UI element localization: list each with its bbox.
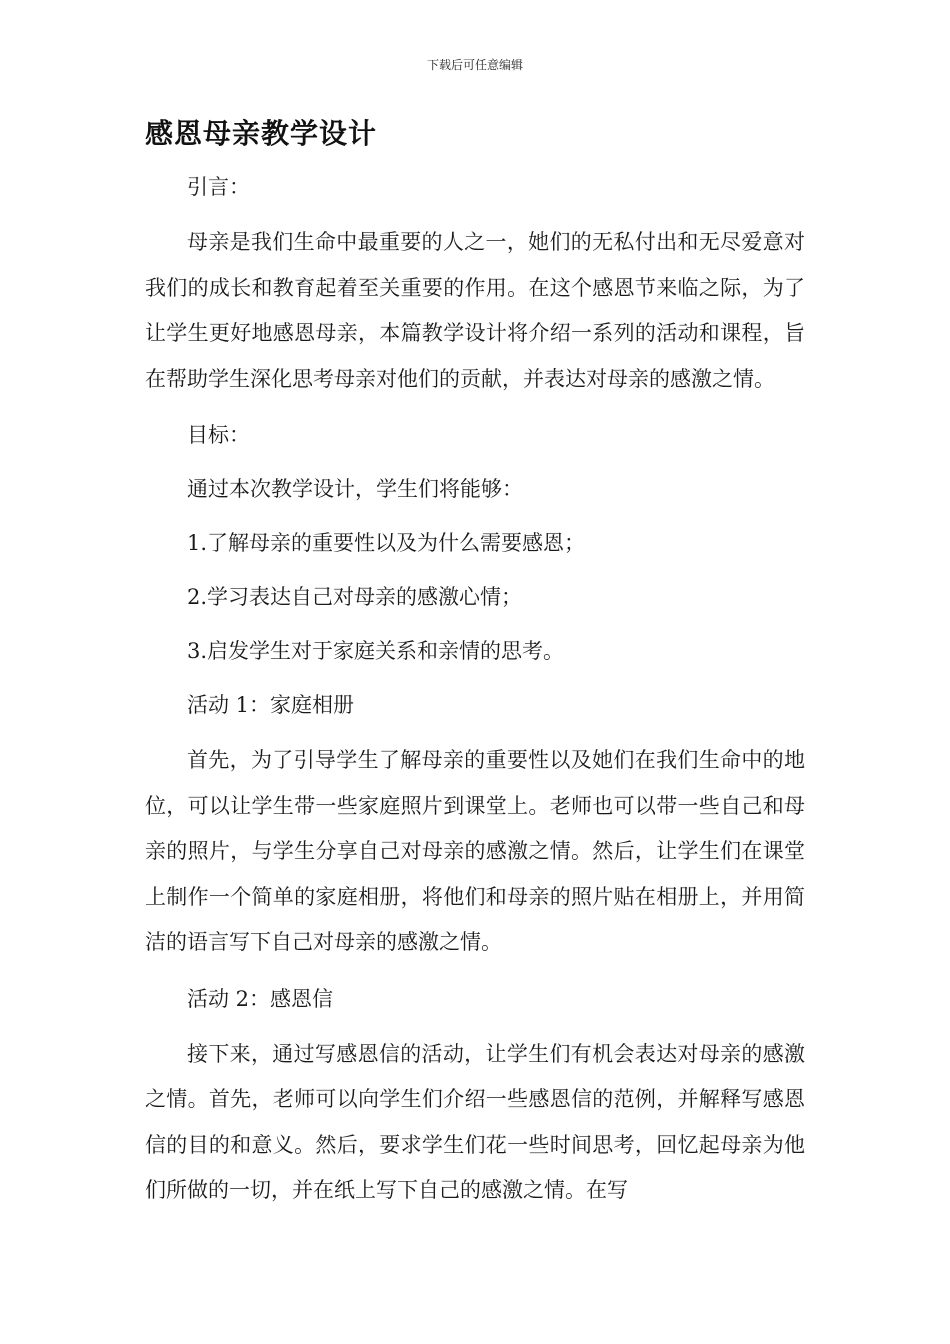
- document-title: 感恩母亲教学设计: [145, 117, 378, 150]
- goal-item: 3.启发学生对于家庭关系和亲情的思考。: [187, 639, 565, 663]
- activity1-heading: 活动 1：家庭相册: [187, 693, 355, 717]
- goal-item: 2.学习表达自己对母亲的感激心情；: [187, 585, 523, 609]
- intro-heading: 引言：: [187, 175, 250, 199]
- intro-paragraph: 母亲是我们生命中最重要的人之一，她们的无私付出和无尽爱意对我们的成长和教育起着至关重要的作用。在这个感恩节来临之际，为了让学生更好地感恩母亲，本篇教学设计将介绍一系列的活动和课程，旨在帮助学生深化思考母亲对他们的贡献，并表达对母亲的感激之情。: [145, 230, 805, 391]
- activity1-paragraph: 首先，为了引导学生了解母亲的重要性以及她们在我们生命中的地位，可以让学生带一些家庭照片到课堂上。老师也可以带一些自己和母亲的照片，与学生分享自己对母亲的感激之情。然后，让学生们在课堂上制作一个简单的家庭相册，将他们和母亲的照片贴在相册上，并用简洁的语言写下自己对母亲的感激之情。: [145, 748, 805, 954]
- goals-heading: 目标：: [187, 423, 250, 447]
- page-header-note: 下载后可任意编辑: [426, 58, 523, 72]
- activity2-heading: 活动 2：感恩信: [187, 986, 334, 1011]
- document-body: [145, 112, 805, 1214]
- goals-lead: 通过本次教学设计，学生们将能够：: [187, 477, 523, 501]
- activity2-paragraph: 接下来，通过写感恩信的活动，让学生们有机会表达对母亲的感激之情。首先，老师可以向学生们介绍一些感恩信的范例，并解释写感恩信的目的和意义。然后，要求学生们花一些时间思考，回忆起母亲为他们所做的一切，并在纸上写下自己的感激之情。在写: [145, 1041, 805, 1202]
- goal-item: 1.了解母亲的重要性以及为什么需要感恩；: [187, 531, 586, 555]
